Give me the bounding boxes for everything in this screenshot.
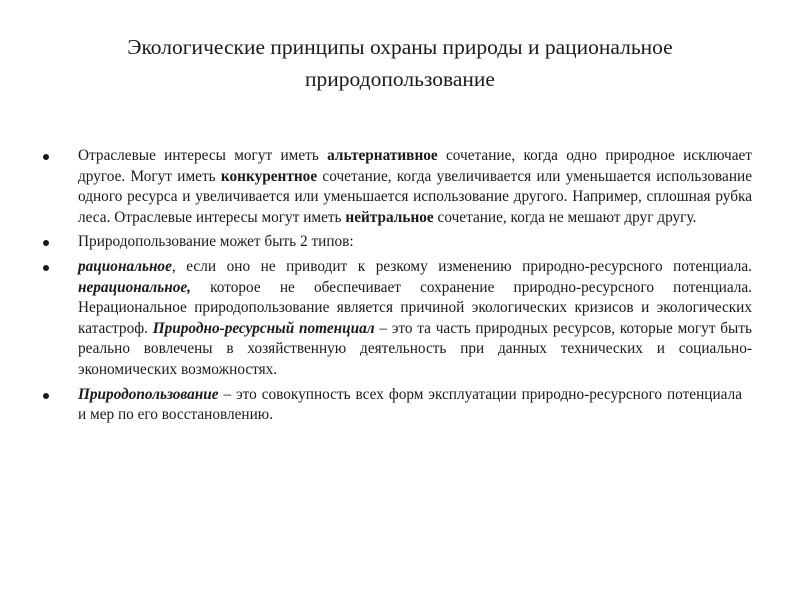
bullet-text-run: – это совокупность всех форм эксплуатации природно-ресурсного потенциала и мер по его восстановлению.	[78, 385, 742, 424]
bullet-icon	[43, 240, 49, 246]
bullet-text-run: нерациональное,	[78, 278, 191, 296]
bullet-item	[78, 385, 742, 426]
bullet-text-run: конкурентное	[220, 167, 318, 185]
bullet-item	[78, 232, 752, 253]
bullet-icon	[43, 265, 49, 271]
bullet-icon	[43, 154, 49, 160]
bullet-text-run: , если оно не приводит к резкому изменению природно-ресурсного потенциала.	[171, 257, 752, 275]
bullet-text-run: нейтральное	[345, 208, 434, 226]
bullet-text-run: сочетание, когда одно природное исключает другое. Могут иметь	[78, 147, 752, 185]
bullet-icon	[43, 393, 49, 399]
bullet-list	[0, 146, 800, 426]
bullet-text-run: сочетание, когда увеличивается или уменьшается использование одного ресурса и увеличивается или уменьшается использование другого. Например, сплошная рубка леса. Отраслевые интересы могут иметь	[78, 167, 752, 226]
bullet-text-run: которое не обеспечивает сохранение природно-ресурсного потенциала. Нерациональное природопользование является причиной экологических кризисов и экологических катастроф.	[78, 278, 752, 337]
bullet-text-run: альтернативное	[327, 147, 438, 164]
bullet-text-run: Природопользование	[78, 385, 219, 403]
bullet-text-run: Природопользование может быть 2 типов:	[78, 233, 354, 251]
bullet-text-run: Природно-ресурсный потенциал	[152, 319, 375, 337]
bullet-text-run: – это та часть природных ресурсов, которые могут быть реально вовлечены в хозяйственную деятельность при данных технических и социально-экономических возможностях.	[78, 319, 752, 378]
bullet-item	[78, 146, 752, 228]
bullet-text-run: Отраслевые интересы могут иметь	[78, 147, 328, 164]
bullet-text-run: сочетание, когда не мешают друг другу.	[433, 208, 697, 226]
bullet-text-run: рациональное	[78, 257, 172, 275]
slide-title-line-2: природопользование	[305, 67, 495, 91]
slide-title-line-1: Экологические принципы охраны природы и рациональное	[127, 35, 673, 59]
slide-title	[40, 31, 760, 95]
bullet-item	[78, 257, 752, 381]
